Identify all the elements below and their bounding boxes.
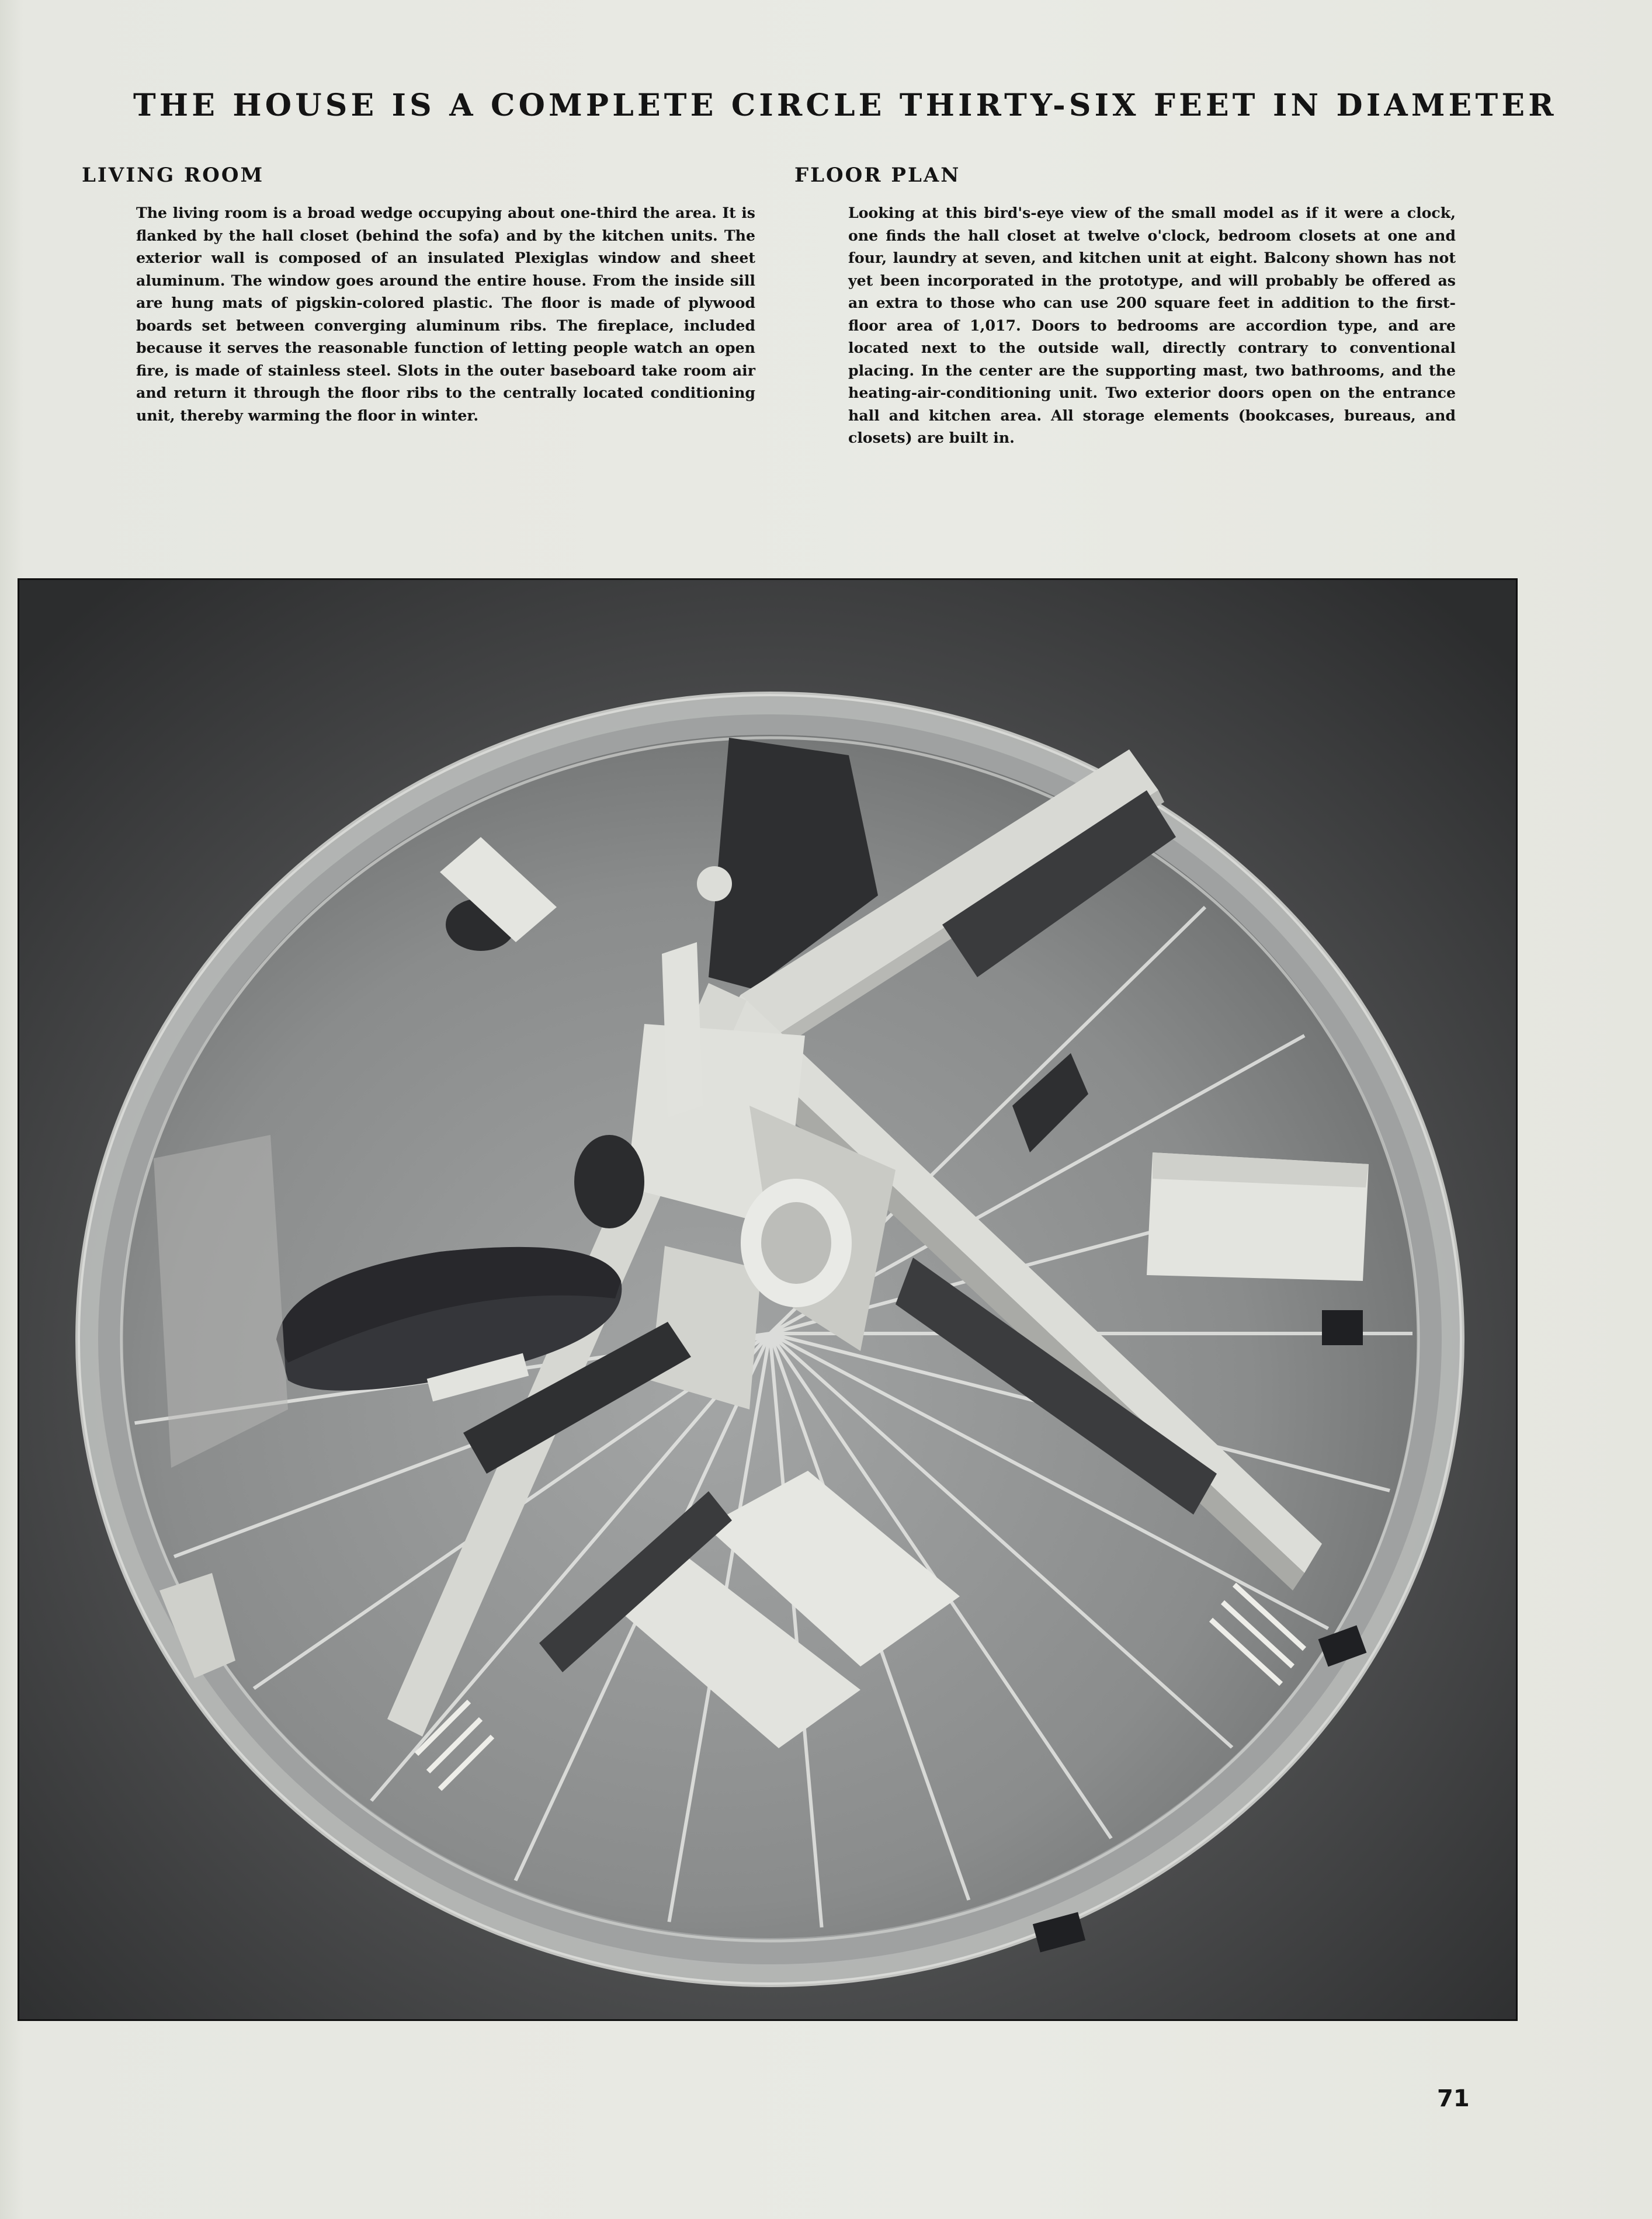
house-model-illustration	[19, 580, 1516, 2019]
floor-plan-heading: FLOOR PLAN	[794, 164, 961, 187]
living-room-heading: LIVING ROOM	[82, 164, 265, 187]
living-room-text: The living room is a broad wedge occupying about one-third the area. It is flanked by the hall closet (behind the sofa) and by the kitchen units. The exterior wall is composed of an insulated Plexiglas window and sheet aluminum. The window goes around the entire house. From the inside sill are hung mats of pigskin-colored plastic. The floor is made of plywood boards set between converging aluminum ribs. The fireplace, included because it serves the reasonable function of letting people watch an open fire, is made of stainless steel. Slots in the outer baseboard take room air and return it through the floor ribs to the centrally located conditioning unit, thereby warming the floor in winter.	[136, 204, 755, 424]
floor-plan-text: Looking at this bird's-eye view of the small model as if it were a clock, one finds the hall closet at twelve o'clock, bedroom closets at one and four, laundry at seven, and kitchen unit at eight. Balcony shown has not yet been incorporated in the prototype, and will probably be offered as an extra to those who can use 200 square feet in addition to the first-floor area of 1,017. Doors to bedrooms are accordion type, and are located next to the outside wall, directly contrary to conventional placing. In the center are the supporting mast, two bathrooms, and the heating-air-conditioning unit. Two exterior doors open on the entrance hall and kitchen area. All storage elements (bookcases, bureaus, and closets) are built in.	[848, 204, 1456, 446]
coffee-table	[574, 1135, 644, 1228]
headline: THE HOUSE IS A COMPLETE CIRCLE THIRTY-SIX FEET IN DIAMETER	[133, 88, 1557, 123]
balcony	[154, 1135, 288, 1468]
page-number: 71	[1437, 2085, 1470, 2112]
model-photograph	[18, 578, 1518, 2021]
fireplace	[662, 942, 703, 1117]
